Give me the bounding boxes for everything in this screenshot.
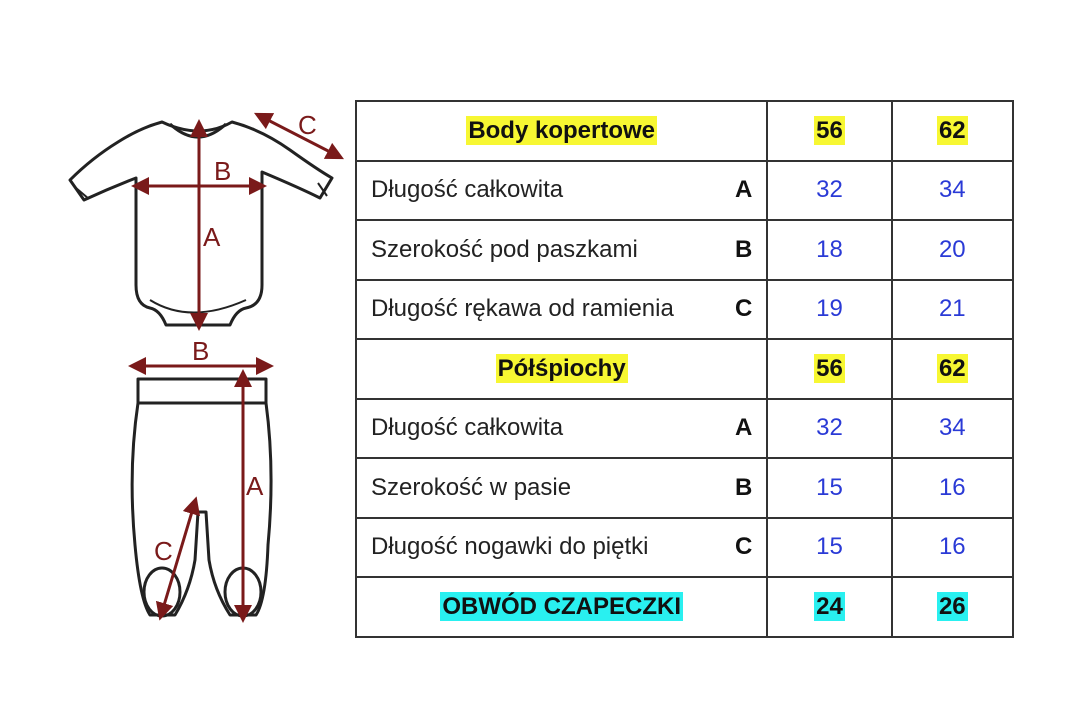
bodysuit-label-c: C: [298, 110, 317, 140]
row-value: 16: [938, 533, 966, 561]
table-row: [356, 220, 1013, 280]
table-row: [356, 518, 1013, 578]
pants-label-a: A: [246, 471, 264, 501]
row-label: Szerokość w pasie: [371, 473, 572, 501]
row-label: Długość całkowita: [371, 414, 564, 442]
footer-value: 26: [938, 592, 966, 620]
table-row: [356, 458, 1013, 518]
row-value: 21: [938, 295, 966, 323]
row-value: 34: [938, 414, 966, 442]
bodysuit-arrows: [140, 117, 336, 322]
row-value: 34: [938, 176, 966, 204]
pants-label-c: C: [154, 536, 173, 566]
size-header: 62: [938, 116, 966, 144]
table-row: [356, 280, 1013, 340]
row-value: 32: [816, 414, 843, 442]
section-title: Body kopertowe: [468, 116, 656, 144]
row-letter: B: [734, 235, 753, 263]
size-header: 62: [938, 354, 966, 382]
row-label: Długość rękawa od ramienia: [371, 295, 674, 323]
footer-title: OBWÓD CZAPECZKI: [442, 592, 681, 620]
row-value: 16: [938, 473, 966, 501]
row-letter: C: [734, 295, 753, 323]
footer-value: 24: [816, 592, 843, 620]
row-letter: A: [734, 414, 753, 442]
section-title: Półśpiochy: [497, 354, 626, 382]
size-header: 56: [816, 354, 843, 382]
footer-row-cap: [356, 577, 1013, 637]
section-header-body: [356, 101, 1013, 161]
garment-diagram: [0, 0, 360, 728]
table-row: [356, 399, 1013, 459]
row-value: 18: [816, 235, 843, 263]
section-header-pants: [356, 339, 1013, 399]
table-row: [356, 161, 1013, 221]
row-label: Szerokość pod paszkami: [371, 235, 638, 263]
row-label: Długość całkowita: [371, 176, 564, 204]
row-value: 15: [816, 533, 843, 561]
size-header: 56: [816, 116, 843, 144]
row-value: 19: [816, 295, 843, 323]
row-label: Długość nogawki do piętki: [371, 533, 649, 561]
row-value: 32: [816, 176, 843, 204]
pants-label-b: B: [192, 336, 210, 366]
row-letter: B: [734, 473, 753, 501]
row-value: 20: [938, 235, 966, 263]
bodysuit-label-b: B: [214, 156, 232, 186]
size-table: [355, 100, 1014, 638]
bodysuit-label-a: A: [203, 222, 221, 252]
row-letter: C: [734, 533, 753, 561]
row-letter: A: [734, 176, 753, 204]
row-value: 15: [816, 473, 843, 501]
bodysuit-drawing: [70, 122, 332, 325]
